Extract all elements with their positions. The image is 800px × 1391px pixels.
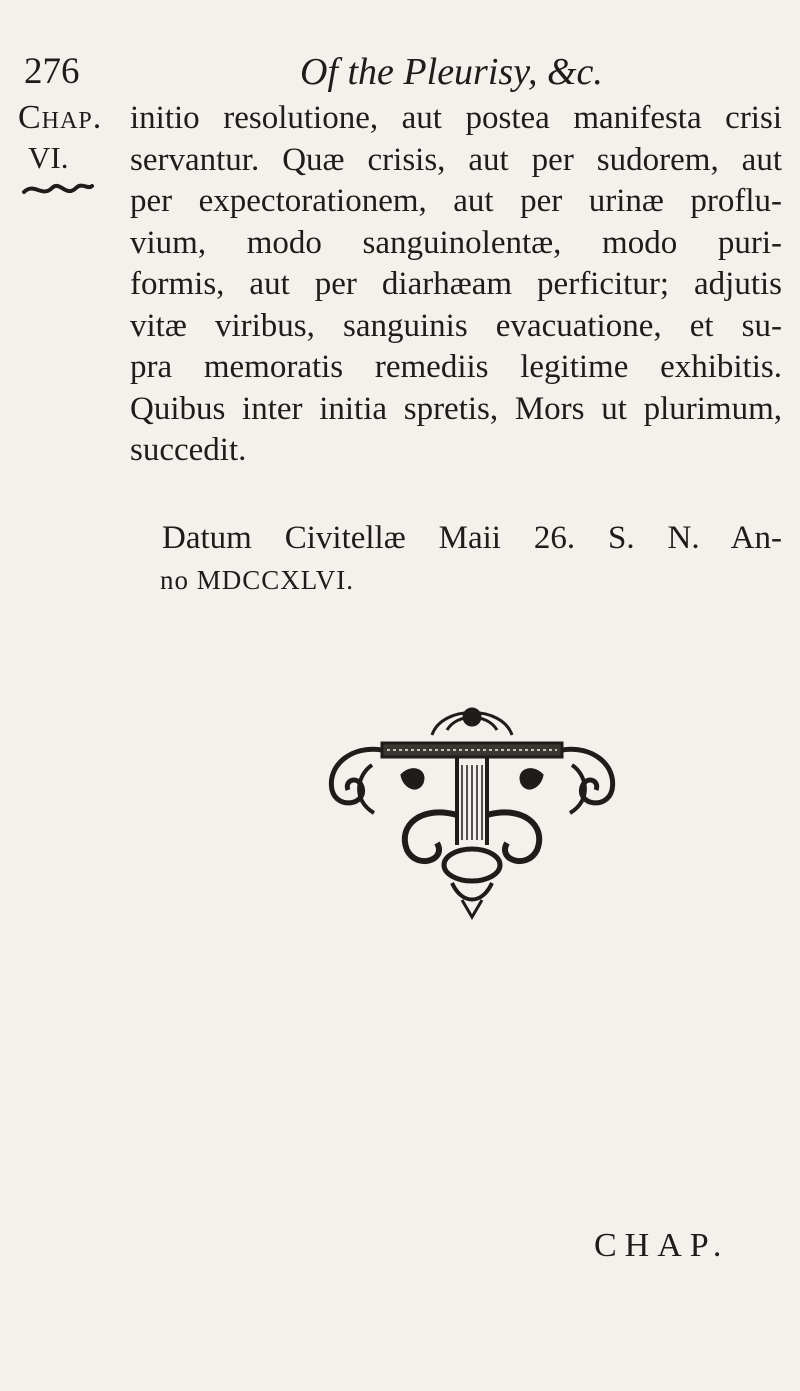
body-paragraph — [130, 98, 782, 472]
dated-closing: Datum Civitellæ Maii 26. S. N. An- — [162, 520, 782, 556]
chapter-label: Chap. — [18, 99, 103, 136]
text-line: initio resolutione, aut postea manifesta crisi — [130, 100, 782, 136]
text-line: formis, aut per diarhæam perficitur; adjutis — [130, 266, 782, 302]
tilde-flourish-icon — [20, 180, 94, 200]
running-title: Of the Pleurisy, &c. — [300, 51, 603, 93]
tailpiece-ornament-icon — [312, 695, 628, 920]
text-line: vitæ viribus, sanguinis evacuatione, et su- — [130, 307, 782, 344]
chapter-number: VI. — [28, 140, 69, 175]
text-line: Quibus inter initia spretis, Mors ut plurimum, — [130, 390, 782, 427]
text-line: succedit. — [130, 432, 247, 468]
text-line: pra memoratis remediis legitime exhibitis. — [130, 349, 782, 385]
margin-chapter-note — [18, 98, 103, 175]
page-header — [0, 50, 800, 100]
dated-year: no MDCCXLVI. — [160, 565, 355, 595]
text-line: vium, modo sanguinolentæ, modo puri- — [130, 224, 782, 261]
catchword: CHAP. — [594, 1227, 730, 1264]
text-line: per expectorationem, aut per urinæ proflu- — [130, 183, 782, 219]
text-line: servantur. Quæ crisis, aut per sudorem, aut — [130, 141, 782, 178]
page-number: 276 — [24, 51, 80, 92]
